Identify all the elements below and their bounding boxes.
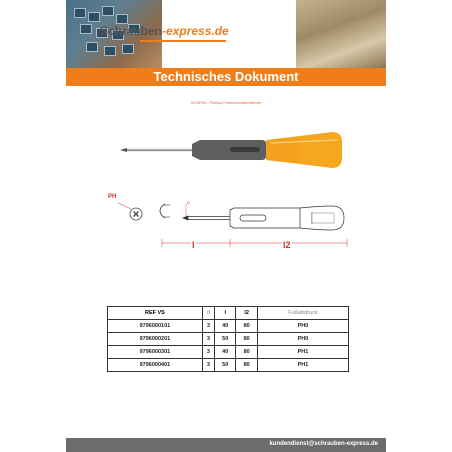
table-row bbox=[108, 346, 349, 359]
document-title: Technisches Dokument bbox=[153, 69, 299, 84]
footer-email-link[interactable]: kundendienst@schrauben-express.de bbox=[269, 441, 378, 447]
cell-d: 3 bbox=[202, 333, 214, 346]
screwdriver-outline bbox=[183, 206, 344, 230]
product-subtitle: VOSPIN - Phillips Feinschraubendreher bbox=[190, 100, 262, 105]
col-header-l2: l2 bbox=[236, 307, 257, 320]
cell-l: 40 bbox=[215, 320, 236, 333]
phillips-profile-symbol bbox=[118, 203, 142, 220]
spec-table bbox=[107, 306, 349, 372]
cell-footprint: PH1 bbox=[257, 359, 348, 372]
length-label-l: l bbox=[192, 240, 195, 250]
screwdriver-photo bbox=[120, 132, 342, 168]
cell-l2: 80 bbox=[236, 320, 257, 333]
cell-d: 3 bbox=[202, 359, 214, 372]
col-header-ref: REF VS bbox=[108, 307, 203, 320]
col-header-l: l bbox=[215, 307, 236, 320]
cell-footprint: PH0 bbox=[257, 320, 348, 333]
cell-d: 3 bbox=[202, 320, 214, 333]
footer-bar bbox=[66, 438, 386, 452]
col-header-d: d bbox=[202, 307, 214, 320]
table-header-row bbox=[108, 307, 349, 320]
cell-d: 3 bbox=[202, 346, 214, 359]
cell-footprint: PH0 bbox=[257, 333, 348, 346]
cell-l2: 80 bbox=[236, 359, 257, 372]
cell-ref: 9796000101 bbox=[108, 320, 203, 333]
brand-name-part2: -express.de bbox=[162, 24, 229, 38]
cell-l2: 80 bbox=[236, 333, 257, 346]
cell-ref: 9796000301 bbox=[108, 346, 203, 359]
table-row bbox=[108, 320, 349, 333]
cell-l: 50 bbox=[215, 359, 236, 372]
table-row bbox=[108, 359, 349, 372]
cell-l: 50 bbox=[215, 333, 236, 346]
dimension-lines bbox=[162, 239, 347, 247]
tip-end-view bbox=[160, 204, 186, 219]
cell-footprint: PH1 bbox=[257, 346, 348, 359]
brand-name-part1: Schrauben bbox=[100, 24, 163, 38]
length-label-l2: l2 bbox=[283, 240, 291, 250]
diameter-label: D bbox=[187, 200, 190, 205]
cell-ref: 9796000401 bbox=[108, 359, 203, 372]
cell-ref: 9796000201 bbox=[108, 333, 203, 346]
table-row bbox=[108, 333, 349, 346]
profile-label-ph: PH bbox=[108, 194, 117, 200]
col-header-footprint: Fußabdruck bbox=[257, 307, 348, 320]
cell-l: 40 bbox=[215, 346, 236, 359]
cell-l2: 80 bbox=[236, 346, 257, 359]
